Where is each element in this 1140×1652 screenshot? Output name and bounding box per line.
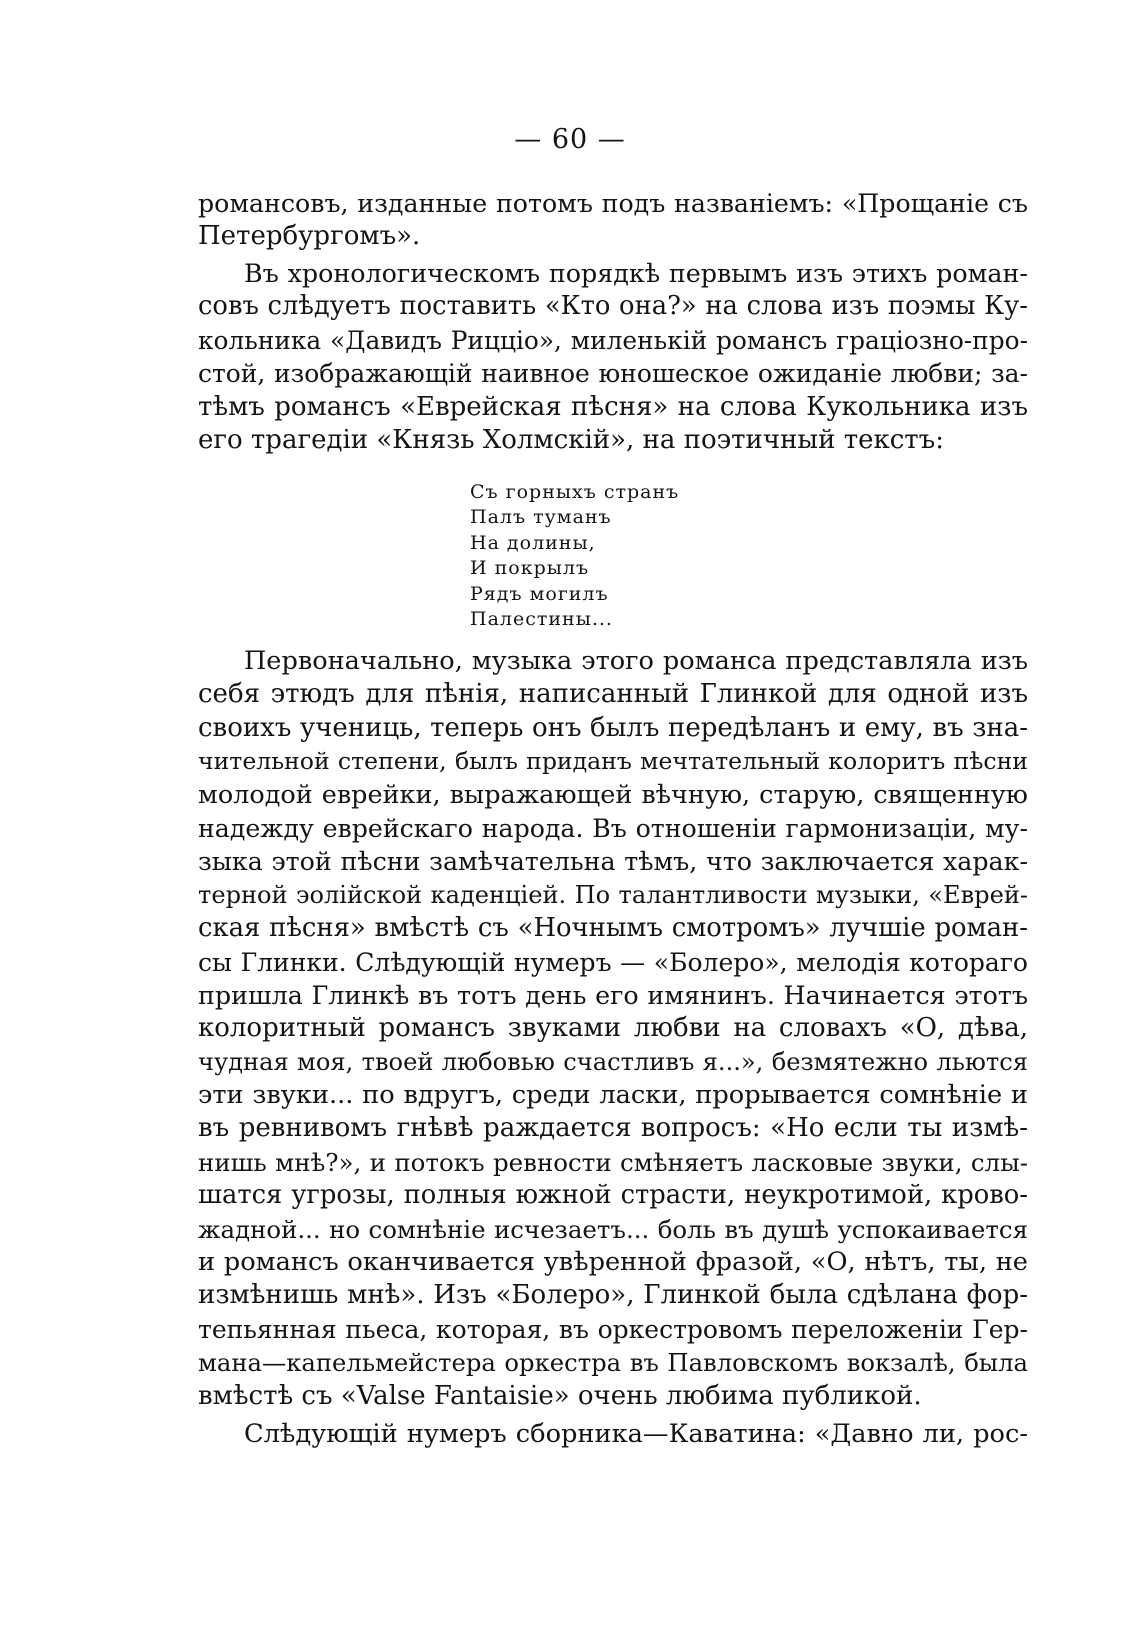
paragraph-2 — [198, 257, 1028, 457]
text-line: пришла Глинкѣ въ тотъ день его имянинъ. Начинается этотъ — [198, 979, 1028, 1010]
text-line: Въ хронологическомъ порядкѣ первымъ изъ этихъ роман- — [244, 258, 1028, 288]
text-line: въ ревнивомъ гнѣвѣ раждается вопросъ: «Но если ты измѣ- — [198, 1113, 1028, 1144]
text-line: Первоначально, музыка этого романса представляла изъ — [244, 646, 1028, 676]
text-line: сы Глинки. Слѣдующій нумеръ — «Болеро», мелодія котораго — [198, 947, 1028, 977]
poem-line: Палестины... — [470, 607, 613, 630]
page-number: — 60 — — [514, 124, 626, 155]
text-line: чительной степени, былъ приданъ мечтательный колоритъ пѣсни — [198, 747, 1028, 776]
poem-line: На долины, — [470, 531, 596, 554]
text-line: жадной... но сомнѣніе исчезаетъ... боль въ душѣ успокаивается — [198, 1214, 1028, 1244]
text-line: тѣмъ романсъ «Еврейская пѣсня» на слова Кукольника изъ — [198, 391, 1028, 422]
text-line: измѣнишь мнѣ». Изъ «Болеро», Глинкой была сдѣлана фор- — [198, 1280, 1028, 1311]
text-line: кольника «Давидъ Рицціо», миленькій романсъ граціозно-про- — [198, 325, 1028, 355]
text-line: тепьянная пьеса, которая, въ оркестровомъ переложеніи Гер- — [198, 1314, 1028, 1344]
text-line: Петербургомъ». — [198, 221, 421, 252]
text-line: надежду еврейскаго народа. Въ отношеніи гармонизаціи, му- — [198, 813, 1028, 843]
text-line: Слѣдующій нумеръ сборника—Каватина: «Давно ли, рос- — [244, 1419, 1028, 1449]
poem-quote — [470, 480, 679, 632]
paragraph-1 — [198, 187, 1028, 254]
text-line: его трагедіи «Князь Холмскій», на поэтичный текстъ: — [198, 424, 944, 455]
text-line: шатся угрозы, полныя южной страсти, неукротимой, крово- — [198, 1180, 1028, 1211]
text-line: эти звуки... по вдругъ, среди ласки, прорывается сомнѣніе и — [198, 1080, 1028, 1111]
text-line: вмѣстѣ съ «Valse Fantaisie» очень любима публикой. — [198, 1380, 922, 1411]
text-line: стой, изображающій наивное юношеское ожиданіе любви; за- — [198, 359, 1028, 389]
text-line: ская пѣсня» вмѣстѣ съ «Ночнымъ смотромъ» лучшіе роман- — [198, 913, 1028, 944]
paragraph-4 — [198, 1418, 1028, 1451]
poem-line: И покрылъ — [470, 557, 590, 580]
text-line: нишь мнѣ?», и потокъ ревности смѣняетъ ласковые звуки, слы- — [198, 1147, 1028, 1177]
paragraph-3 — [198, 645, 1028, 1413]
text-line: колоритный романсъ звуками любви на словахъ «О, дѣва, — [198, 1013, 1028, 1044]
text-line: романсовъ, изданные потомъ подъ названіемъ: «Прощаніе съ — [198, 189, 1028, 218]
text-line: терной эолійской каденціей. По талантливости музыки, «Еврей- — [198, 880, 1028, 909]
text-line: молодой еврейки, выражающей вѣчную, старую, священную — [198, 779, 1028, 810]
text-line: зыка этой пѣсни замѣчательна тѣмъ, что заключается харак- — [198, 847, 1028, 877]
poem-line: Рядъ могилъ — [470, 582, 609, 605]
text-line: и романсъ оканчивается увѣренной фразой, «О, нѣтъ, ты, не — [198, 1247, 1028, 1278]
text-line: чудная моя, твоей любовью счастливъ я...», безмятежно льются — [198, 1047, 1028, 1076]
text-line: совъ слѣдуетъ поставить «Кто она?» на слова изъ поэмы Ку- — [198, 291, 1028, 322]
text-line: себя этюдъ для пѣнія, написанный Глинкой для одной изъ — [198, 679, 1028, 710]
poem-line: Съ горныхъ странъ — [470, 481, 680, 503]
poem-line: Палъ туманъ — [470, 506, 612, 529]
text-line: мана—капельмейстера оркестра въ Павловскомъ вокзалѣ, была — [198, 1348, 1028, 1378]
text-line: своихъ учениць, теперь онъ былъ передѣланъ и ему, въ зна- — [198, 712, 1028, 743]
